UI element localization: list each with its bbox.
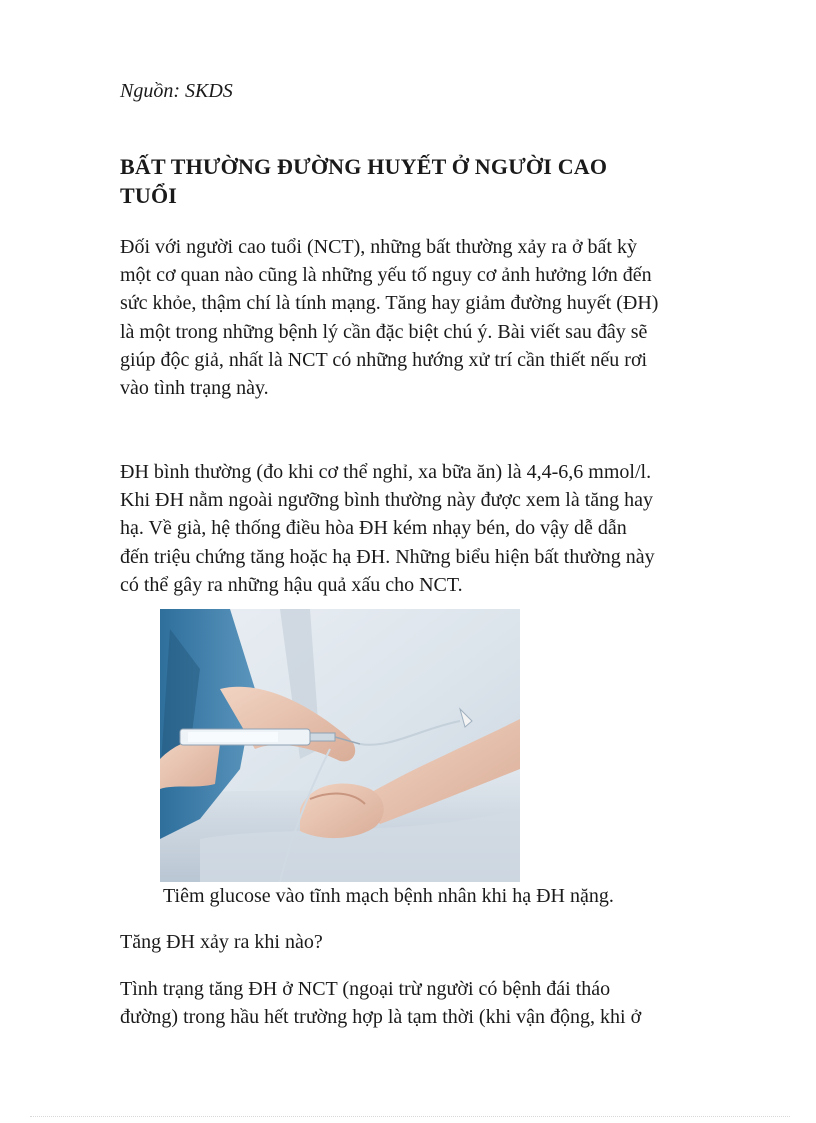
text-line: đến triệu chứng tăng hoặc hạ ĐH. Những biểu hiện bất thường này xyxy=(120,545,655,568)
source-line: Nguồn: SKDS xyxy=(120,80,233,102)
page-footer-divider xyxy=(30,1116,790,1117)
normal-range-paragraph xyxy=(120,458,700,599)
text-line: đường) trong hầu hết trường hợp là tạm thời (khi vận động, khi ở xyxy=(120,1006,642,1029)
text-line: Đối với người cao tuổi (NCT), những bất thường xảy ra ở bất kỳ xyxy=(120,236,637,258)
figure-caption: Tiêm glucose vào tĩnh mạch bệnh nhân khi hạ ĐH nặng. xyxy=(163,885,614,907)
text-line: Khi ĐH nằm ngoài ngưỡng bình thường này được xem là tăng hay xyxy=(120,489,654,512)
injection-photo xyxy=(160,609,520,882)
text-line: sức khỏe, thậm chí là tính mạng. Tăng hay giảm đường huyết (ĐH) xyxy=(120,292,659,315)
text-line: vào tình trạng này. xyxy=(120,377,269,400)
text-line: là một trong những bệnh lý cần đặc biệt chú ý. Bài viết sau đây sẽ xyxy=(120,320,648,343)
text-line: một cơ quan nào cũng là những yếu tố nguy cơ ảnh hưởng lớn đến xyxy=(120,264,652,287)
text-line: giúp độc giả, nhất là NCT có những hướng xử trí cần thiết nếu rơi xyxy=(120,348,648,371)
intro-paragraph xyxy=(120,233,700,402)
article-title xyxy=(120,152,680,210)
text-line: ĐH bình thường (đo khi cơ thể nghỉ, xa bữa ăn) là 4,4-6,6 mmol/l. xyxy=(120,461,652,483)
answer-paragraph xyxy=(120,975,700,1031)
title-line: BẤT THƯỜNG ĐƯỜNG HUYẾT Ở NGƯỜI CAO xyxy=(120,154,608,179)
title-line: TUỔI xyxy=(120,183,178,208)
section-question: Tăng ĐH xảy ra khi nào? xyxy=(120,931,323,953)
text-line: hạ. Về già, hệ thống điều hòa ĐH kém nhạy bén, do vậy dễ dẫn xyxy=(120,517,627,540)
text-line: Tình trạng tăng ĐH ở NCT (ngoại trừ người có bệnh đái tháo xyxy=(120,978,611,1000)
text-line: có thể gây ra những hậu quả xấu cho NCT. xyxy=(120,573,463,596)
